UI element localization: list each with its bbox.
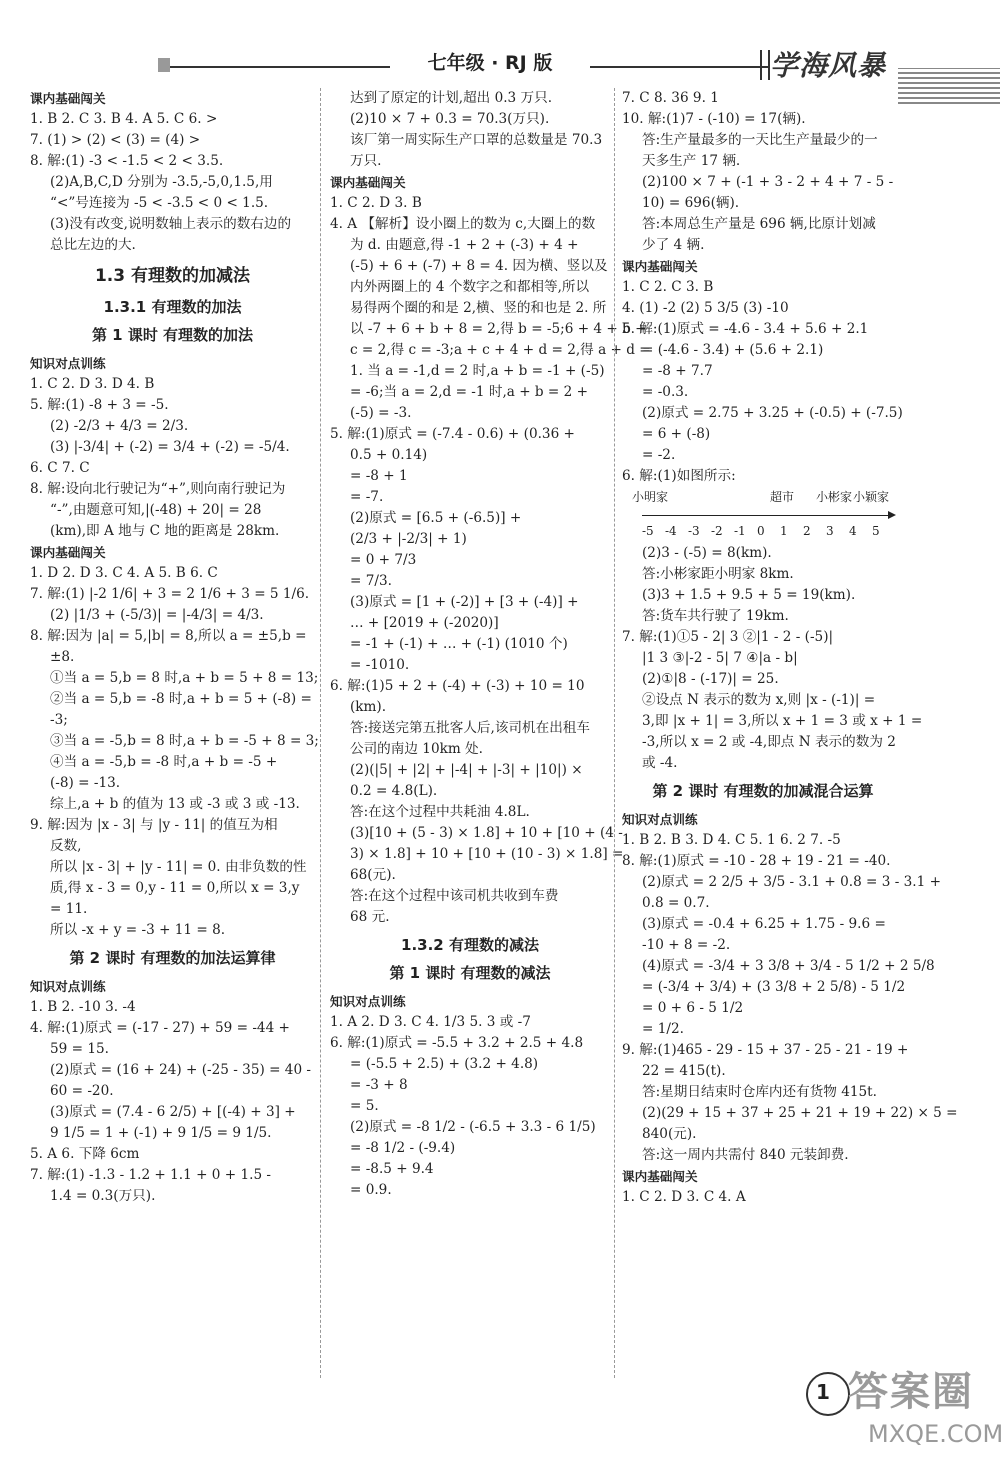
answer-line: (4)原式 = -3/4 + 3 3/8 + 3/4 - 5 1/2 + 2 5/8 — [642, 958, 935, 974]
answer-line: 1. C 2. D 3. B — [330, 195, 422, 211]
answer-line: 6. 解:(1)5 + 2 + (-4) + (-3) + 10 = 10 — [330, 678, 585, 694]
answer-line: (3) |-3/4| + (-2) = 3/4 + (-2) = -5/4. — [50, 439, 290, 455]
answer-line: (2)3 - (-5) = 8(km). — [642, 545, 772, 561]
answer-line: 68(元). — [350, 867, 396, 883]
answer-line: 所以 -x + y = -3 + 11 = 8. — [50, 922, 226, 938]
answer-line: 该厂第一周实际生产口罩的总数量是 70.3 — [350, 132, 603, 148]
number-line-tick: 2 — [803, 524, 811, 538]
answer-line: = -7. — [350, 489, 384, 505]
number-line-axis — [642, 515, 890, 516]
number-line-figure — [632, 487, 902, 543]
answer-line: 4. A 【解析】设小圈上的数为 c,大圈上的数 — [330, 216, 596, 232]
section-heading: 第 1 课时 有理数的加法 — [91, 326, 254, 344]
brand-logo: 学海风暴 — [770, 49, 887, 82]
answer-line: = -2. — [642, 447, 676, 463]
watermark — [848, 1360, 1003, 1470]
answer-line: 1. A 2. D 3. C 4. 1/3 5. 3 或 -7 — [330, 1014, 531, 1030]
answer-line: 1. B 2. -10 3. -4 — [30, 999, 136, 1015]
number-line-label: 小颖家 — [853, 490, 890, 504]
answer-column-3 — [622, 88, 958, 1208]
answer-line: ②当 a = 5,b = -8 时,a + b = 5 + (-8) = — [50, 691, 312, 707]
answer-line: 质,得 x - 3 = 0,y - 11 = 0,所以 x = 3,y — [50, 880, 300, 896]
answer-line: = 0.9. — [350, 1182, 392, 1198]
answer-line: = -6;当 a = 2,d = -1 时,a + b = 2 + — [350, 384, 588, 400]
answer-line: 59 = 15. — [50, 1041, 109, 1057]
answer-line: 万只. — [350, 153, 382, 169]
number-line-tick: 5 — [872, 524, 880, 538]
answer-line: 7. 解:(1)①5 - 2| 3 ②|1 - 2 - (-5)| — [622, 629, 834, 645]
answer-line: 5. 解:(1)原式 = -4.6 - 3.4 + 5.6 + 2.1 — [622, 321, 869, 337]
subsection-label: 课内基础闯关 — [622, 1169, 698, 1184]
answer-line: 68 元. — [350, 909, 390, 925]
answer-line: = 7/3. — [350, 573, 392, 589]
answer-line: 3,即 |x + 1| = 3,所以 x + 1 = 3 或 x + 1 = — [642, 713, 923, 729]
answer-line: 5. A 6. 下降 6cm — [30, 1146, 140, 1162]
number-line-tick: 1 — [780, 524, 788, 538]
answer-line: 答:星期日结束时仓库内还有货物 415t. — [642, 1084, 877, 1100]
answer-line: 4. 解:(1)原式 = (-17 - 27) + 59 = -44 + — [30, 1020, 290, 1036]
number-line-tick: -1 — [734, 524, 746, 538]
answer-line: 答:这一周内共需付 840 元装卸费. — [642, 1147, 849, 1163]
section-heading: 1.3.2 有理数的减法 — [401, 936, 539, 954]
answer-line: 总比左边的大. — [50, 237, 136, 253]
answer-line: (3)3 + 1.5 + 9.5 + 5 = 19(km). — [642, 587, 856, 603]
answer-line: 4. (1) -2 (2) 5 3/5 (3) -10 — [622, 300, 789, 316]
answer-line: = -8 1/2 - (-9.4) — [350, 1140, 456, 1156]
column-divider — [614, 88, 615, 1378]
answer-line: 为 d. 由题意,得 -1 + 2 + (-3) + 4 + — [350, 237, 579, 253]
answer-line: = 11. — [50, 901, 88, 917]
answer-line: (2)原式 = -8 1/2 - (-6.5 + 3.3 - 6 1/5) — [350, 1119, 596, 1135]
answer-line: 答:货车共行驶了 19km. — [642, 608, 789, 624]
section-heading: 1.3.1 有理数的加法 — [103, 298, 242, 316]
answer-line: 9. 解:因为 |x - 3| 与 |y - 11| 的值互为相 — [30, 817, 278, 833]
answer-line: (2)原式 = (16 + 24) + (-25 - 35) = 40 - — [50, 1062, 312, 1078]
header-left-bar — [158, 58, 170, 72]
answer-line: (2)①|8 - (-17)| = 25. — [642, 671, 779, 687]
section-heading: 第 1 课时 有理数的减法 — [389, 964, 551, 982]
answer-line: = -1010. — [350, 657, 410, 673]
answer-line: 1. 当 a = -1,d = 2 时,a + b = -1 + (-5) — [350, 363, 605, 379]
answer-line: 8. 解:(1)原式 = -10 - 28 + 19 - 21 = -40. — [622, 853, 891, 869]
answer-line: (2) -2/3 + 4/3 = 2/3. — [50, 418, 189, 434]
answer-line: 10. 解:(1)7 - (-10) = 17(辆). — [622, 111, 806, 127]
answer-line: (2)原式 = 2.75 + 3.25 + (-0.5) + (-7.5) — [642, 405, 903, 421]
answer-line: -3; — [50, 712, 68, 728]
answer-line: 或 -4. — [642, 755, 678, 771]
answer-line: 答:小彬家距小明家 8km. — [642, 566, 794, 582]
answer-line: (3)没有改变,说明数轴上表示的数右边的 — [50, 216, 292, 232]
answer-line: ④当 a = -5,b = -8 时,a + b = -5 + — [50, 754, 278, 770]
answer-line: 6. 解:(1)如图所示: — [622, 468, 736, 484]
answer-line: (km),即 A 地与 C 地的距离是 28km. — [50, 523, 280, 539]
answer-line: 9. 解:(1)465 - 29 - 15 + 37 - 25 - 21 - 19 + — [622, 1042, 909, 1058]
answer-line: 1. B 2. C 3. B 4. A 5. C 6. > — [30, 111, 218, 127]
answer-line: = -3 + 8 — [350, 1077, 408, 1093]
number-line-label: 超市 — [770, 490, 795, 504]
answer-line: 1. C 2. D 3. D 4. B — [30, 376, 155, 392]
answer-line: 0.2 = 4.8(L). — [350, 783, 438, 799]
answer-line: (2)原式 = [6.5 + (-6.5)] + — [350, 510, 522, 526]
answer-line: 6. C 7. C — [30, 460, 90, 476]
answer-line: … + [2019 + (-2020)] — [350, 615, 499, 631]
answer-line: (2)100 × 7 + (-1 + 3 - 2 + 4 + 7 - 5 - — [642, 174, 894, 190]
answer-line: = 5. — [350, 1098, 379, 1114]
answer-line: = (-5.5 + 2.5) + (3.2 + 4.8) — [350, 1056, 539, 1072]
answer-line: 1. D 2. D 3. C 4. A 5. B 6. C — [30, 565, 218, 581]
watermark-url: MXQE.COM — [868, 1420, 1003, 1448]
answer-line: (-5) + 6 + (-7) + 8 = 4. 因为横、竖以及 — [350, 258, 608, 274]
subsection-label: 知识对点训练 — [30, 979, 106, 994]
answer-line: 内外两圈上的 4 个数字之和都相等,所以 — [350, 279, 590, 295]
answer-line: 0.8 = 0.7. — [642, 895, 710, 911]
header-divider — [760, 50, 770, 80]
answer-line: (-8) = -13. — [50, 775, 121, 791]
answer-line: (3)原式 = (7.4 - 6 2/5) + [(-4) + 3] + — [50, 1104, 296, 1120]
answer-line: 840(元). — [642, 1126, 697, 1142]
subsection-label: 知识对点训练 — [330, 994, 406, 1009]
answer-line: ②设点 N 表示的数为 x,则 |x - (-1)| = — [642, 692, 876, 708]
answer-line: 答:生产量最多的一天比生产量最少的一 — [642, 132, 878, 148]
answer-line: ①当 a = 5,b = 8 时,a + b = 5 + 8 = 13; — [50, 670, 319, 686]
answer-line: 1.4 = 0.3(万只). — [50, 1188, 156, 1204]
answer-line: = 1/2. — [642, 1021, 684, 1037]
answer-line: 综上,a + b 的值为 13 或 -3 或 3 或 -13. — [50, 796, 300, 812]
subsection-label: 课内基础闯关 — [330, 175, 406, 190]
answer-line: 少了 4 辆. — [642, 237, 705, 253]
answer-line: “-”,由题意可知,|(-48) + 20| = 28 — [50, 502, 262, 518]
answer-column-1 — [30, 88, 319, 1207]
header-right-stripes — [898, 68, 1000, 104]
answer-line: (2)(29 + 15 + 37 + 25 + 21 + 19 + 22) × 5 = — [642, 1105, 958, 1121]
subsection-label: 知识对点训练 — [622, 812, 698, 827]
subsection-label: 课内基础闯关 — [30, 91, 106, 106]
answer-line: = -8.5 + 9.4 — [350, 1161, 434, 1177]
answer-line: |1 3 ③|-2 - 5| 7 ④|a - b| — [642, 650, 798, 666]
number-line-tick: -4 — [665, 524, 677, 538]
answer-line: (2) |1/3 + (-5/3)| = |-4/3| = 4/3. — [50, 607, 264, 623]
answer-line: = -0.3. — [642, 384, 689, 400]
answer-line: (km). — [350, 699, 387, 715]
column-divider — [320, 88, 321, 1378]
number-line-tick: -2 — [711, 524, 723, 538]
answer-line: = (-4.6 - 3.4) + (5.6 + 2.1) — [642, 342, 824, 358]
answer-line: 3) × 1.8] + 10 + [10 + (10 - 3) × 1.8] = — [350, 846, 624, 862]
answer-line: 5. 解:(1)原式 = (-7.4 - 0.6) + (0.36 + — [330, 426, 575, 442]
answer-line: 反数, — [50, 838, 82, 854]
answer-line: 8. 解:设向北行驶记为“+”,则向南行驶记为 — [30, 481, 286, 497]
answer-line: 22 = 415(t). — [642, 1063, 726, 1079]
answer-line: 5. 解:(1) -8 + 3 = -5. — [30, 397, 169, 413]
answer-line: “<”号连接为 -5 < -3.5 < 0 < 1.5. — [50, 195, 269, 211]
answer-line: 10) = 696(辆). — [642, 195, 740, 211]
answer-line: 答:接送完第五批客人后,该司机在出租车 — [350, 720, 590, 736]
answer-line: 答:本周总生产量是 696 辆,比原计划减 — [642, 216, 876, 232]
answer-line: ③当 a = -5,b = 8 时,a + b = -5 + 8 = 3; — [50, 733, 319, 749]
answer-line: = 0 + 7/3 — [350, 552, 417, 568]
subsection-label: 知识对点训练 — [30, 356, 106, 371]
answer-line: 答:在这个过程中共耗油 4.8L. — [350, 804, 530, 820]
header-title: 七年级 · RJ 版 — [390, 48, 590, 75]
answer-line: (2)A,B,C,D 分别为 -3.5,-5,0,1.5,用 — [50, 174, 273, 190]
answer-line: 7. 解:(1) -1.3 - 1.2 + 1.1 + 0 + 1.5 - — [30, 1167, 272, 1183]
answer-line: 1. C 2. C 3. B — [622, 279, 714, 295]
answer-line: (3)原式 = [1 + (-2)] + [3 + (-4)] + — [350, 594, 579, 610]
answer-line: ±8. — [50, 649, 75, 665]
answer-line: -10 + 8 = -2. — [642, 937, 731, 953]
answer-line: 7. C 8. 36 9. 1 — [622, 90, 719, 106]
answer-line: (2/3 + |-2/3| + 1) — [350, 531, 467, 547]
number-line-label: 小明家 — [632, 490, 669, 504]
answer-line: 公司的南边 10km 处. — [350, 741, 483, 757]
answer-line: 7. (1) > (2) < (3) = (4) > — [30, 132, 201, 148]
answer-line: (-5) = -3. — [350, 405, 412, 421]
answer-line: 天多生产 17 辆. — [642, 153, 741, 169]
answer-line: (2)原式 = 2 2/5 + 3/5 - 3.1 + 0.8 = 3 - 3.1 + — [642, 874, 941, 890]
answer-line: 1. C 2. D 3. C 4. A — [622, 1189, 746, 1205]
subsection-label: 课内基础闯关 — [30, 545, 106, 560]
answer-line: 60 = -20. — [50, 1083, 114, 1099]
answer-line: 9 1/5 = 1 + (-1) + 9 1/5 = 9 1/5. — [50, 1125, 272, 1141]
answer-line: = 6 + (-8) — [642, 426, 711, 442]
section-heading: 第 2 课时 有理数的加减混合运算 — [652, 782, 874, 800]
answer-line: 达到了原定的计划,超出 0.3 万只. — [350, 90, 553, 106]
answer-line: 7. 解:(1) |-2 1/6| + 3 = 2 1/6 + 3 = 5 1/6. — [30, 586, 310, 602]
answer-line: -3,所以 x = 2 或 -4,即点 N 表示的数为 2 — [642, 734, 896, 750]
answer-line: (3)[10 + (5 - 3) × 1.8] + 10 + [10 + (4 - — [350, 825, 623, 841]
watermark-logo: 答案圈 — [848, 1369, 974, 1415]
answer-line: = -8 + 1 — [350, 468, 408, 484]
number-line-arrow — [888, 511, 896, 519]
answer-line: 答:在这个过程中该司机共收到车费 — [350, 888, 559, 904]
number-line-tick: -3 — [688, 524, 700, 538]
answer-line: c = 2,得 c = -3;a + c + 4 + d = 2,得 a + d = — [350, 342, 651, 358]
section-heading: 第 2 课时 有理数的加法运算律 — [69, 949, 276, 967]
number-line-tick: 3 — [826, 524, 834, 538]
page-header — [0, 0, 1000, 100]
answer-line: = (-3/4 + 3/4) + (3 3/8 + 2 5/8) - 5 1/2 — [642, 979, 906, 995]
answer-line: 1. B 2. B 3. D 4. C 5. 1 6. 2 7. -5 — [622, 832, 841, 848]
number-line-label: 小彬家 — [816, 490, 853, 504]
subsection-label: 课内基础闯关 — [622, 259, 698, 274]
answer-line: (2)(|5| + |2| + |-4| + |-3| + |10|) × — [350, 762, 583, 778]
answer-line: 6. 解:(1)原式 = -5.5 + 3.2 + 2.5 + 4.8 — [330, 1035, 584, 1051]
answer-line: 所以 |x - 3| + |y - 11| = 0. 由非负数的性 — [50, 859, 307, 875]
answer-line: (3)原式 = -0.4 + 6.25 + 1.75 - 9.6 = — [642, 916, 886, 932]
answer-line: 易得两个圈的和是 2,横、竖的和也是 2. 所 — [350, 300, 607, 316]
page-number: 1 — [816, 1380, 830, 1404]
answer-line: 0.5 + 0.14) — [350, 447, 428, 463]
number-line-tick: -5 — [642, 524, 654, 538]
section-heading: 1.3 有理数的加减法 — [94, 266, 251, 286]
number-line-tick: 4 — [849, 524, 857, 538]
number-line-tick: 0 — [757, 524, 765, 538]
answer-line: 以 -7 + 6 + b + 8 = 2,得 b = -5;6 + 4 + b + — [350, 321, 647, 337]
answer-line: = 0 + 6 - 5 1/2 — [642, 1000, 744, 1016]
answer-line: 8. 解:因为 |a| = 5,|b| = 8,所以 a = ±5,b = — [30, 628, 307, 644]
answer-line: = -1 + (-1) + … + (-1) (1010 个) — [350, 636, 568, 652]
answer-line: 8. 解:(1) -3 < -1.5 < 2 < 3.5. — [30, 153, 224, 169]
answer-line: = -8 + 7.7 — [642, 363, 713, 379]
answer-line: (2)10 × 7 + 0.3 = 70.3(万只). — [350, 111, 550, 127]
